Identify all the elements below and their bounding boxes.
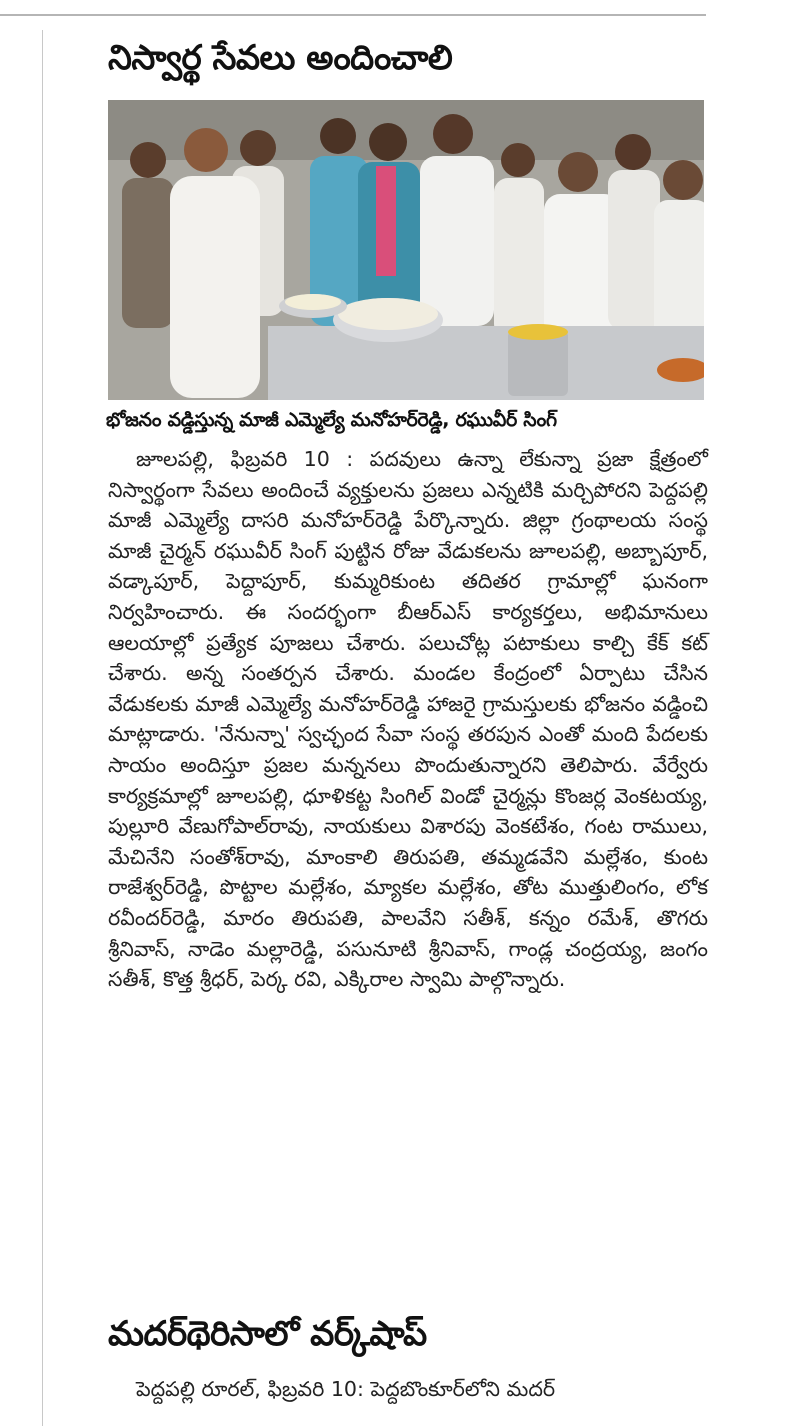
column-rule [42, 30, 43, 1426]
article-photo [108, 100, 704, 400]
article-headline: నిస్వార్థ సేవలు అందించాలి [108, 38, 453, 78]
photo-illustration [108, 100, 704, 400]
top-rule [0, 14, 706, 16]
photo-caption: భోజనం వడ్డిస్తున్న మాజీ ఎమ్మెల్యే మనోహర్‌రెడ్డి, రఘువీర్ సింగ్ [106, 409, 557, 431]
article-workshop [108, 1312, 708, 1405]
article-body: పెద్దపల్లి రూరల్, ఫిబ్రవరి 10: పెద్దబొంకూర్‌లోని మదర్ [136, 1377, 556, 1401]
article-body: జూలపల్లి, ఫిబ్రవరి 10 : పదవులు ఉన్నా లేకున్నా ప్రజా క్షేత్రంలో నిస్వార్థంగా సేవలు అందించే వ్యక్తులను ప్రజలు ఎన్నటికి మర్చిపోరని పెద్దపల్లి మాజీ ఎమ్మెల్యే దాసరి మనోహర్‌రెడ్డి పేర్కొన్నారు. జిల్లా గ్రంథాలయ సంస్థ మాజీ చైర్మన్ రఘువీర్ సింగ్ పుట్టిన రోజు వేడుకలను జూలపల్లి, అబ్బాపూర్, వడ్కాపూర్, పెద్దాపూర్, కుమ్మరికుంట తదితర గ్రామాల్లో ఘనంగా నిర్వహించారు. ఈ సందర్భంగా బీఆర్‌ఎస్ కార్యకర్తలు, అభిమానులు ఆలయాల్లో ప్రత్యేక పూజలు చేశారు. పలుచోట్ల పటాకులు కాల్చి కేక్ కట్ చేశారు. అన్న సంతర్పన చేశారు. మండల కేంద్రంలో ఏర్పాటు చేసిన వేడుకలకు మాజీ ఎమ్మెల్యే మనోహర్‌రెడ్డి హాజరై గ్రామస్తులకు భోజనం వడ్డించి మాట్లాడారు. 'నేనున్నా' స్వచ్ఛంద సేవా సంస్థ తరపున ఎంతో మంది పేదలకు సాయం అందిస్తూ ప్రజల మన్ననలు పొందుతున్నారని తెలిపారు. వేర్వేరు కార్యక్రమాల్లో జూలపల్లి, ధూళికట్ట సింగిల్ విండో చైర్మన్లు కొంజర్ల వెంకటయ్య, పుల్లూరి వేణుగోపాల్‌రావు, నాయకులు విశారపు వెంకటేశం, గంట రాములు, మేచినేని సంతోశ్‌రావు, మాంకాలి తిరుపతి, తమ్మడవేని మల్లేశం, కుంట రాజేశ్వర్‌రెడ్డి, పొట్టాల మల్లేశం, మ్యాకల మల్లేశం, తోట ముత్తులింగం, లోక రవీందర్‌రెడ్డి, మారం తిరుపతి, పాలవేని సతీశ్, కన్నం రమేశ్, తొగరు శ్రీనివాస్, నాడెం మల్లారెడ్డి, పసునూటి శ్రీనివాస్, గాండ్ల చంద్రయ్య, జంగం సతీశ్, కొత్త శ్రీధర్, పెర్క రవి, ఎక్కిరాల స్వామి పాల్గొన్నారు. [108, 447, 708, 992]
article-headline: మదర్‌థెరిసాలో వర్క్‌షాప్ [108, 1314, 427, 1354]
article-selfless-service [108, 36, 708, 995]
